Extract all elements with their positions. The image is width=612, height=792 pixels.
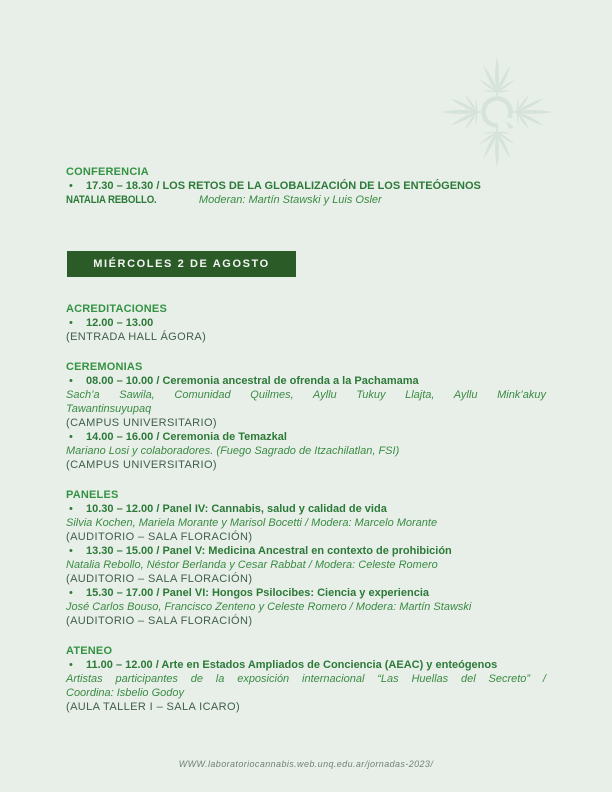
event-venue-line: (ENTRADA HALL ÁGORA) (66, 331, 207, 343)
event-speakers-line: Artistas participantes de la exposición internacional “Las Huellas del Secreto” / (66, 673, 546, 685)
conference-title: CONFERENCIA (66, 166, 149, 178)
schedule-section (66, 488, 546, 628)
day-banner (67, 251, 296, 277)
event-time-line (66, 544, 546, 558)
conference-time-text: 17.30 – 18.30 / LOS RETOS DE LA GLOBALIZACIÓN DE LOS ENTEÓGENOS (86, 180, 481, 192)
bullet-glyph: • (69, 180, 73, 192)
event-time-text: 15.30 – 17.00 / Panel VI: Hongos Psilocibes: Ciencia y experiencia (86, 587, 429, 599)
schedule-section (66, 360, 546, 472)
event-speakers-line: Sach’a Sawila, Comunidad Quilmes, Ayllu Tukuy Llajta, Ayllu Mink’akuy (66, 389, 546, 401)
conference-time-line (66, 179, 548, 193)
event-time-text: 10.30 – 12.00 / Panel IV: Cannabis, salud y calidad de vida (86, 503, 387, 515)
schedule-section (66, 302, 546, 344)
section-title: ATENEO (66, 645, 113, 657)
event-venue-line: (AULA TALLER I – SALA ICARO) (66, 701, 241, 713)
event-speakers-line: Tawantinsuyupaq (66, 403, 152, 415)
event-time-text: 14.00 – 16.00 / Ceremonia de Temazkal (86, 431, 287, 443)
event-time-line (66, 316, 546, 330)
event-speakers-line: Coordina: Isbelio Godoy (66, 687, 185, 699)
bullet-glyph: • (69, 317, 73, 329)
event-venue-line: (CAMPUS UNIVERSITARIO) (66, 417, 217, 429)
event-venue-line: (AUDITORIO – SALA FLORACIÓN) (66, 531, 253, 543)
conference-block (66, 165, 548, 207)
cannabis-leaf-ornament-icon (428, 38, 572, 182)
event-time-line (66, 430, 546, 444)
event-time-line (66, 374, 546, 388)
event-time-text: 12.00 – 13.00 (86, 317, 154, 329)
schedule (66, 302, 546, 714)
event-venue-line: (CAMPUS UNIVERSITARIO) (66, 459, 217, 471)
section-title: ACREDITACIONES (66, 303, 167, 315)
event-time-line (66, 502, 546, 516)
schedule-section (66, 644, 546, 714)
bullet-glyph: • (69, 659, 73, 671)
conference-speaker-name: NATALIA REBOLLO. (66, 194, 157, 206)
footer-url: WWW.laboratoriocannabis.web.unq.edu.ar/jornadas-2023/ (178, 759, 434, 769)
section-title: PANELES (66, 489, 119, 501)
event-venue-line: (AUDITORIO – SALA FLORACIÓN) (66, 615, 253, 627)
conference-speaker-row (66, 193, 548, 207)
section-title: CEREMONIAS (66, 361, 143, 373)
event-time-text: 08.00 – 10.00 / Ceremonia ancestral de ofrenda a la Pachamama (86, 375, 419, 387)
bullet-glyph: • (69, 431, 73, 443)
bullet-glyph: • (69, 375, 73, 387)
event-speakers-line: Mariano Losi y colaboradores. (Fuego Sagrado de Itzachilatlan, FSI) (66, 445, 400, 457)
conference-moderators: Moderan: Martín Stawski y Luis Osler (198, 194, 382, 206)
bullet-glyph: • (69, 545, 73, 557)
bullet-glyph: • (69, 503, 73, 515)
event-speakers-line: Silvia Kochen, Mariela Morante y Marisol Bocetti / Modera: Marcelo Morante (66, 517, 438, 529)
event-time-line (66, 658, 546, 672)
event-venue-line: (AUDITORIO – SALA FLORACIÓN) (66, 573, 253, 585)
bullet-glyph: • (69, 587, 73, 599)
event-time-text: 13.30 – 15.00 / Panel V: Medicina Ancestral en contexto de prohibición (86, 545, 452, 557)
event-time-line (66, 586, 546, 600)
event-speakers-line: Natalia Rebollo, Néstor Berlanda y Cesar Rabbat / Modera: Celeste Romero (66, 559, 438, 571)
day-banner-label: MIÉRCOLES 2 DE AGOSTO (93, 258, 270, 270)
event-speakers-line: José Carlos Bouso, Francisco Zenteno y Celeste Romero / Modera: Martín Stawski (66, 601, 472, 613)
event-time-text: 11.00 – 12.00 / Arte en Estados Ampliados de Conciencia (AEAC) y enteógenos (86, 659, 498, 671)
